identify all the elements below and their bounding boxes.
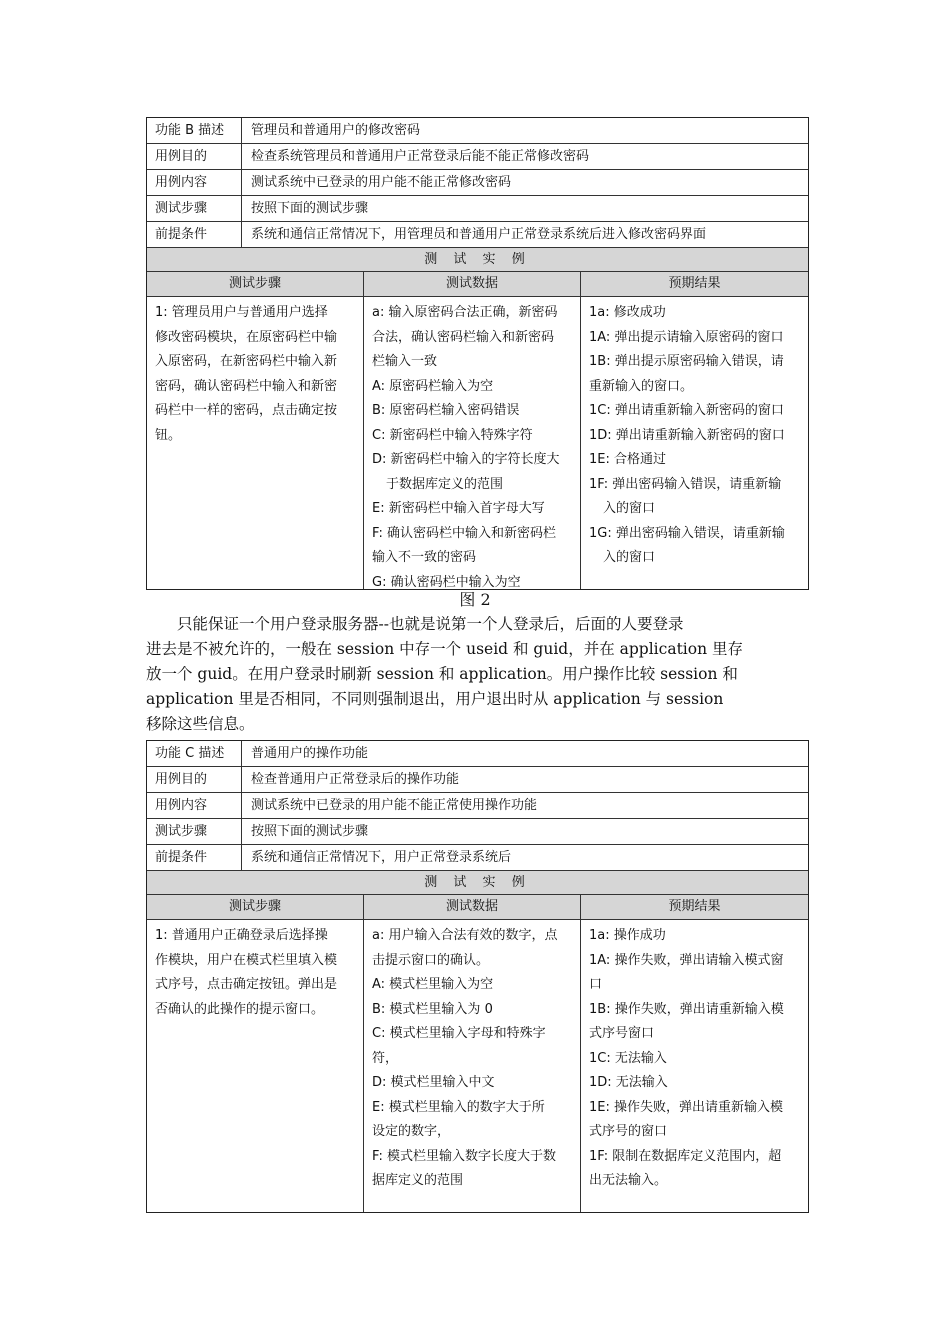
text-line: B: 原密码栏输入密码错误 xyxy=(372,403,520,418)
text-line: 1: 管理员用户与普通用户选择 xyxy=(155,305,328,320)
data-cell xyxy=(364,920,581,1212)
row-function-desc xyxy=(147,741,808,767)
paragraph-line: 移除这些信息。 xyxy=(146,715,255,733)
data-cell xyxy=(364,297,581,589)
text-line: a: 用户输入合法有效的数字，点 xyxy=(372,928,558,943)
text-line: 输入不一致的密码 xyxy=(372,550,477,565)
row-precondition xyxy=(147,222,808,248)
row-value: 按照下面的测试步骤 xyxy=(251,824,369,839)
row-value: 普通用户的操作功能 xyxy=(251,746,369,761)
text-line: 1a: 操作成功 xyxy=(589,928,666,943)
results-cell xyxy=(581,297,808,589)
text-line: 入原密码，在新密码栏中输入新 xyxy=(155,354,338,369)
row-label: 功能 C 描述 xyxy=(147,741,242,766)
header-steps: 测试步骤 xyxy=(147,895,364,919)
row-label: 前提条件 xyxy=(147,845,242,870)
text-line: 式序号窗口 xyxy=(589,1026,655,1041)
text-line: A: 模式栏里输入为空 xyxy=(372,977,494,992)
row-purpose xyxy=(147,144,808,170)
paragraph-line: 进去是不被允许的，一般在 session 中存一个 useid 和 guid，并在 application 里存 xyxy=(146,640,743,658)
text-line: 否确认的此操作的提示窗口。 xyxy=(155,1001,325,1017)
text-line: A: 原密码栏输入为空 xyxy=(372,378,494,394)
text-line: E: 新密码栏中输入首字母大写 xyxy=(372,501,545,516)
case-body xyxy=(147,920,808,1212)
text-line: 符， xyxy=(372,1050,399,1066)
text-line: D: 新密码栏中输入的字符长度大 xyxy=(372,452,560,467)
text-line: D: 模式栏里输入中文 xyxy=(372,1075,495,1090)
text-line: F: 模式栏里输入数字长度大于数 xyxy=(372,1148,556,1164)
row-content xyxy=(147,170,808,196)
test-table-c xyxy=(146,740,809,1213)
text-line: C: 模式栏里输入字母和特殊字 xyxy=(372,1026,546,1041)
text-line: 式序号的窗口 xyxy=(589,1124,668,1139)
text-line: F: 确认密码栏中输入和新密码栏 xyxy=(372,525,556,541)
row-purpose xyxy=(147,767,808,793)
row-label: 功能 B 描述 xyxy=(147,118,242,143)
row-value: 系统和通信正常情况下，用管理员和普通用户正常登录系统后进入修改密码界面 xyxy=(251,227,707,242)
text-line: 1A: 操作失败，弹出请输入模式窗 xyxy=(589,952,784,968)
case-body xyxy=(147,297,808,589)
row-label: 用例内容 xyxy=(147,793,242,818)
row-label: 用例目的 xyxy=(147,767,242,792)
row-label: 测试步骤 xyxy=(147,196,242,221)
row-value: 测试系统中已登录的用户能不能正常修改密码 xyxy=(251,175,512,190)
text-line: 口 xyxy=(589,977,603,992)
column-headers xyxy=(147,272,808,297)
results-cell xyxy=(581,920,808,1212)
text-line: 1B: 弹出提示原密码输入错误，请 xyxy=(589,354,784,369)
paragraph-line: application 里是否相同，不同则强制退出，用户退出时从 application 与 session xyxy=(146,690,724,708)
header-steps: 测试步骤 xyxy=(147,272,364,296)
row-label: 用例目的 xyxy=(147,144,242,169)
text-line: 钮。 xyxy=(155,427,182,443)
header-results: 预期结果 xyxy=(668,899,721,914)
test-table-b xyxy=(146,117,809,590)
text-line: 入的窗口 xyxy=(603,550,656,565)
text-line: 1: 普通用户正确登录后选择操 xyxy=(155,928,328,943)
text-line: 1E: 合格通过 xyxy=(589,452,666,467)
text-line: 设定的数字， xyxy=(372,1124,451,1139)
text-line: 出无法输入。 xyxy=(589,1173,668,1188)
row-steps xyxy=(147,196,808,222)
figure-caption: 图 2 xyxy=(459,590,491,609)
text-line: 合法，确认密码栏输入和新密码 xyxy=(372,329,555,345)
row-content xyxy=(147,793,808,819)
row-value: 管理员和普通用户的修改密码 xyxy=(251,123,421,138)
column-headers xyxy=(147,895,808,920)
section-title: 测 试 实 例 xyxy=(147,871,808,895)
header-data: 测试数据 xyxy=(364,895,581,919)
row-label: 测试步骤 xyxy=(147,819,242,844)
text-line: a: 输入原密码合法正确，新密码 xyxy=(372,305,558,320)
header-data: 测试数据 xyxy=(364,272,581,296)
text-line: 1E: 操作失败，弹出请重新输入模 xyxy=(589,1099,783,1115)
text-line: 密码，确认密码栏中输入和新密 xyxy=(155,378,338,394)
text-line: 击提示窗口的确认。 xyxy=(372,952,490,968)
text-line: 据库定义的范围 xyxy=(372,1173,464,1188)
text-line: 1F: 弹出密码输入错误，请重新输 xyxy=(589,476,782,492)
paragraph-line: 只能保证一个用户登录服务器--也就是说第一个人登录后，后面的人要登录 xyxy=(177,615,684,633)
steps-cell xyxy=(147,920,364,1212)
steps-cell xyxy=(147,297,364,589)
paragraph-line: 放一个 guid。在用户登录时刷新 session 和 application。用户操作比较 session 和 xyxy=(146,665,738,683)
row-label: 前提条件 xyxy=(147,222,242,247)
row-value: 检查普通用户正常登录后的操作功能 xyxy=(251,772,460,787)
row-value: 检查系统管理员和普通用户正常登录后能不能正常修改密码 xyxy=(251,149,590,164)
row-function-desc xyxy=(147,118,808,144)
text-line: 于数据库定义的范围 xyxy=(386,476,504,492)
text-line: 1D: 弹出请重新输入新密码的窗口 xyxy=(589,427,785,443)
text-line: C: 新密码栏中输入特殊字符 xyxy=(372,427,533,443)
text-line: 入的窗口 xyxy=(603,501,656,516)
section-title: 测 试 实 例 xyxy=(147,248,808,272)
row-steps xyxy=(147,819,808,845)
text-line: 1B: 操作失败，弹出请重新输入模 xyxy=(589,1001,784,1017)
row-precondition xyxy=(147,845,808,871)
row-label: 用例内容 xyxy=(147,170,242,195)
text-line: 1C: 无法输入 xyxy=(589,1050,667,1066)
header-results: 预期结果 xyxy=(668,276,721,291)
text-line: 作模块，用户在模式栏里填入模 xyxy=(155,952,338,968)
text-line: E: 模式栏里输入的数字大于所 xyxy=(372,1099,545,1115)
text-line: 1D: 无法输入 xyxy=(589,1075,668,1090)
body-paragraph xyxy=(146,612,809,737)
text-line: G: 确认密码栏中输入为空 xyxy=(372,574,521,590)
text-line: B: 模式栏里输入为 0 xyxy=(372,1001,493,1017)
text-line: 1A: 弹出提示请输入原密码的窗口 xyxy=(589,329,784,345)
row-value: 系统和通信正常情况下，用户正常登录系统后 xyxy=(251,850,512,865)
text-line: 1a: 修改成功 xyxy=(589,305,666,320)
text-line: 修改密码模块，在原密码栏中输 xyxy=(155,329,338,345)
text-line: 栏输入一致 xyxy=(372,354,438,369)
text-line: 码栏中一样的密码，点击确定按 xyxy=(155,403,338,418)
text-line: 1G: 弹出密码输入错误，请重新输 xyxy=(589,525,785,541)
text-line: 1C: 弹出请重新输入新密码的窗口 xyxy=(589,403,784,418)
row-value: 按照下面的测试步骤 xyxy=(251,201,369,216)
text-line: 1F: 限制在数据库定义范围内，超 xyxy=(589,1148,782,1164)
text-line: 重新输入的窗口。 xyxy=(589,378,694,394)
row-value: 测试系统中已登录的用户能不能正常使用操作功能 xyxy=(251,798,538,813)
text-line: 式序号，点击确定按钮。弹出是 xyxy=(155,977,338,992)
